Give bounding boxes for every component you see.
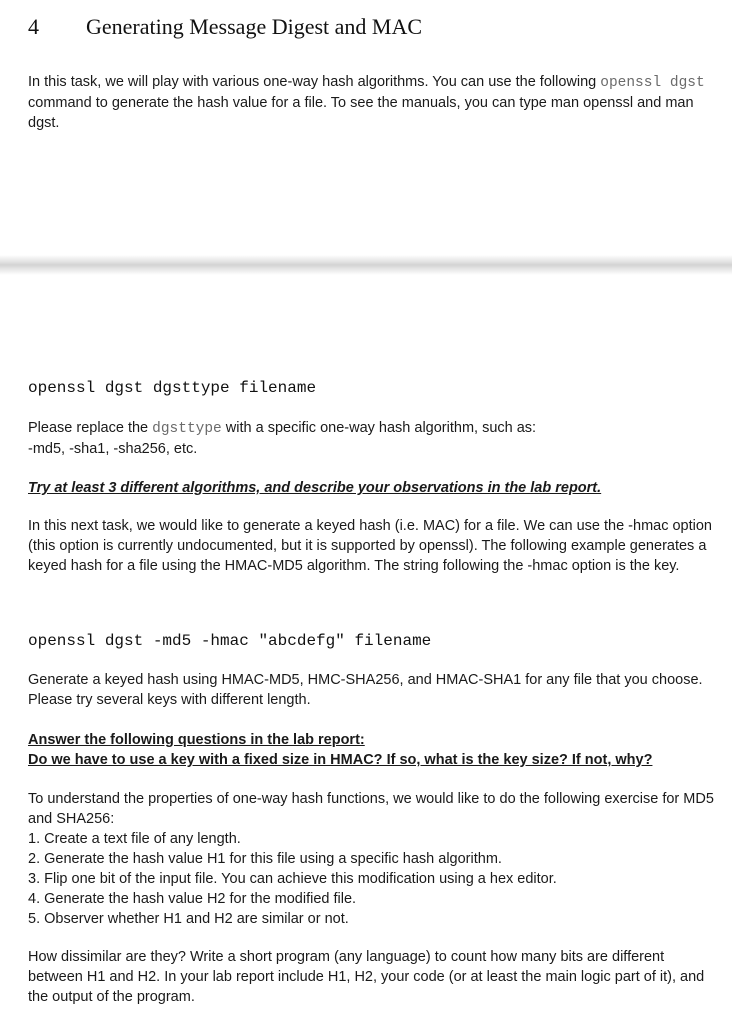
list-item: 5. Observer whether H1 and H2 are similar or not. xyxy=(28,911,349,927)
question-text: Do we have to use a key with a fixed size in HMAC? If so, what is the key size? If not, why? xyxy=(28,752,653,768)
task-instruction: Try at least 3 different algorithms, and describe your observations in the lab report. xyxy=(28,480,602,496)
intro-code: openssl dgst xyxy=(600,75,705,91)
section-title: Generating Message Digest and MAC xyxy=(86,14,423,39)
page-divider xyxy=(0,255,732,275)
generate-paragraph: Generate a keyed hash using HMAC-MD5, HMC-SHA256, and HMAC-SHA1 for any file that you choose. Please try several keys with different length. xyxy=(28,672,703,708)
command-hmac: openssl dgst -md5 -hmac "abcdefg" filename xyxy=(28,632,432,650)
steps-list xyxy=(28,829,720,929)
hmac-intro-paragraph: In this next task, we would like to generate a keyed hash (i.e. MAC) for a file. We can use the -hmac option (this option is currently undocumented, but it is supported by openssl). The following example generates a keyed hash for a file using the HMAC-MD5 algorithm. The string following the -hmac option is the key. xyxy=(28,518,712,574)
properties-intro: To understand the properties of one-way hash functions, we would like to do the following exercise for MD5 and SHA256: xyxy=(28,791,714,827)
section-number: 4 xyxy=(28,14,39,39)
list-item: 2. Generate the hash value H1 for this file using a specific hash algorithm. xyxy=(28,851,502,867)
question-block xyxy=(28,730,720,770)
command-dgst: openssl dgst dgsttype filename xyxy=(28,379,317,397)
list-item: 4. Generate the hash value H2 for the modified file. xyxy=(28,891,357,907)
intro-paragraph xyxy=(28,72,720,133)
list-item: 3. Flip one bit of the input file. You can achieve this modification using a hex editor. xyxy=(28,871,557,887)
intro-text-1: In this task, we will play with various one-way hash algorithms. You can use the following xyxy=(28,74,601,90)
question-heading: Answer the following questions in the lab report: xyxy=(28,732,365,748)
closing-paragraph: How dissimilar are they? Write a short program (any language) to count how many bits are different between H1 and H2. In your lab report include H1, H2, your code (or at least the main logic part of it), and the output of the program. xyxy=(28,949,705,1005)
replace-algorithms: -md5, -sha1, -sha256, etc. xyxy=(28,441,198,457)
replace-code: dgsttype xyxy=(152,421,222,437)
replace-paragraph xyxy=(28,418,720,459)
properties-block xyxy=(28,789,720,929)
intro-text-2: command to generate the hash value for a file. To see the manuals, you can type man openssl and man dgst. xyxy=(28,95,694,131)
replace-text-1: Please replace the xyxy=(28,420,153,436)
list-item: 1. Create a text file of any length. xyxy=(28,831,241,847)
replace-text-2: with a specific one-way hash algorithm, such as: xyxy=(221,420,537,436)
